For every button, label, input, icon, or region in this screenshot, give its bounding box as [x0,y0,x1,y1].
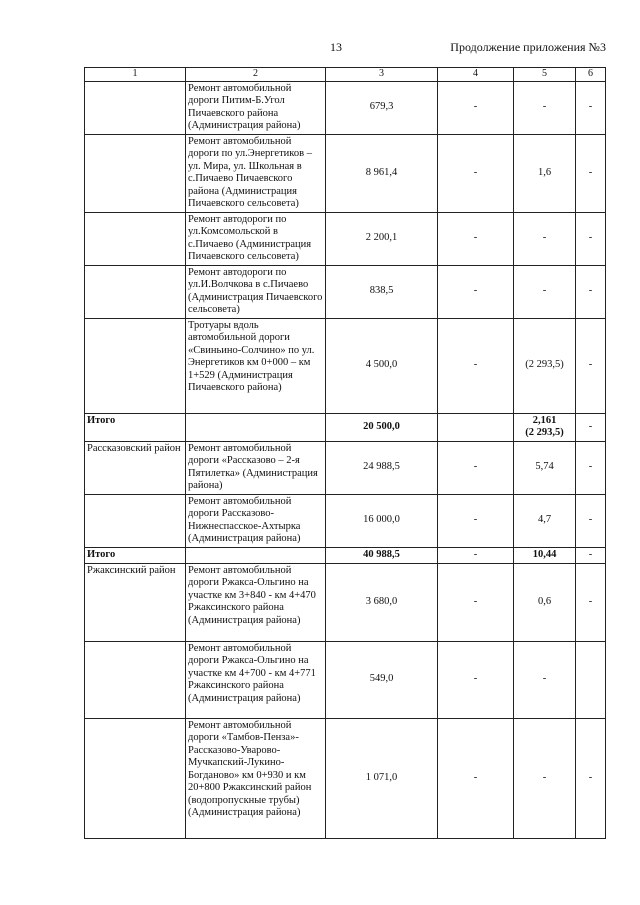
cost-cell: 838,5 [326,265,438,318]
description-cell: Ремонт автодороги по ул.Комсомольской в с.Пичаево (Администрация Пичаевского сельсовета) [186,212,326,265]
cost-cell: 24 988,5 [326,441,438,494]
value-cell: - [438,718,514,838]
total-length: 10,44 [514,547,576,563]
total-label: Итого [85,413,186,441]
column-number: 1 [85,68,186,82]
column-number: 3 [326,68,438,82]
description-cell: Ремонт автомобильной дороги Ржакса-Ольгино на участке км 4+700 - км 4+771 Ржаксинского района (Администрация района) [186,641,326,718]
total-row [85,547,606,563]
length-cell: - [514,641,576,718]
district-cell: Рассказовский район [85,441,186,494]
value-cell: - [576,81,606,134]
value-cell: - [576,441,606,494]
total-cost: 20 500,0 [326,413,438,441]
value-cell: - [438,563,514,641]
length-cell: - [514,265,576,318]
value-cell: - [576,494,606,547]
empty-cell [186,547,326,563]
length-cell: 0,6 [514,563,576,641]
cost-cell: 4 500,0 [326,318,438,413]
table-row [85,212,606,265]
value-cell: - [576,134,606,212]
value-cell: - [576,318,606,413]
description-cell: Ремонт автомобильной дороги Рассказово-Нижнеспасское-Ахтырка (Администрация района) [186,494,326,547]
description-cell: Ремонт автодороги по ул.И.Волчкова в с.Пичаево (Администрация Пичаевского сельсовета) [186,265,326,318]
value-cell: - [438,641,514,718]
description-cell: Ремонт автомобильной дороги Ржакса-Ольгино на участке км 3+840 - км 4+470 Ржаксинского района (Администрация района) [186,563,326,641]
value-cell: - [438,212,514,265]
description-cell: Тротуары вдоль автомобильной дороги «Свиньино-Солчино» по ул. Энергетиков км 0+000 – км 1+529 (Администрация Пичаевского района) [186,318,326,413]
description-cell: Ремонт автомобильной дороги по ул.Энергетиков – ул. Мира, ул. Школьная в с.Пичаево Пичаевского района (Администрация Пичаевского сельсовета) [186,134,326,212]
district-cell [85,718,186,838]
column-number: 6 [576,68,606,82]
length-cell: - [514,81,576,134]
district-cell [85,318,186,413]
value-cell: - [576,718,606,838]
value-cell: - [576,563,606,641]
table-row [85,265,606,318]
district-cell [85,265,186,318]
length-cell: - [514,212,576,265]
value-cell: - [576,265,606,318]
length-cell: 4,7 [514,494,576,547]
cost-cell: 2 200,1 [326,212,438,265]
total-value: - [576,413,606,441]
total-value: - [438,547,514,563]
cost-cell: 549,0 [326,641,438,718]
value-cell: - [576,212,606,265]
value-cell [576,641,606,718]
appendix-note: Продолжение приложения №3 [450,40,606,54]
value-cell: - [438,81,514,134]
total-length-value: 2,161 [532,414,557,426]
district-cell [85,641,186,718]
length-cell: - [514,718,576,838]
total-cost: 40 988,5 [326,547,438,563]
cost-cell: 8 961,4 [326,134,438,212]
table-row [85,641,606,718]
value-cell: - [438,134,514,212]
cost-cell: 3 680,0 [326,563,438,641]
total-value: - [576,547,606,563]
district-cell [85,134,186,212]
length-cell: (2 293,5) [514,318,576,413]
description-cell: Ремонт автомобильной дороги Питим-Б.Угол Пичаевского района (Администрация района) [186,81,326,134]
district-cell [85,81,186,134]
column-number: 2 [186,68,326,82]
length-cell: 5,74 [514,441,576,494]
column-number: 5 [514,68,576,82]
description-cell: Ремонт автомобильной дороги «Рассказово – 2-я Пятилетка» (Администрация района) [186,441,326,494]
total-row [85,413,606,441]
total-label: Итого [85,547,186,563]
cost-cell: 16 000,0 [326,494,438,547]
length-cell: 1,6 [514,134,576,212]
table-row [85,441,606,494]
total-length [514,413,576,441]
description-cell: Ремонт автомобильной дороги «Тамбов-Пенза»-Рассказово-Уварово-Мучкапский-Лукино-Богданово» км 0+930 и км 20+800 Ржаксинский район (водопропускные трубы) (Администрация района) [186,718,326,838]
district-cell: Ржаксинский район [85,563,186,641]
cost-cell: 1 071,0 [326,718,438,838]
column-number: 4 [438,68,514,82]
value-cell: - [438,318,514,413]
page-number: 13 [330,40,342,54]
cost-cell: 679,3 [326,81,438,134]
table-row [85,81,606,134]
table-row [85,494,606,547]
table-row [85,563,606,641]
district-cell [85,212,186,265]
data-table [84,67,606,839]
column-number-row [85,68,606,82]
table-row [85,134,606,212]
total-length-secondary: (2 293,5) [525,427,564,438]
value-cell: - [438,494,514,547]
table-row [85,718,606,838]
value-cell: - [438,441,514,494]
district-cell [85,494,186,547]
value-cell: - [438,265,514,318]
total-value [438,413,514,441]
empty-cell [186,413,326,441]
table-row [85,318,606,413]
